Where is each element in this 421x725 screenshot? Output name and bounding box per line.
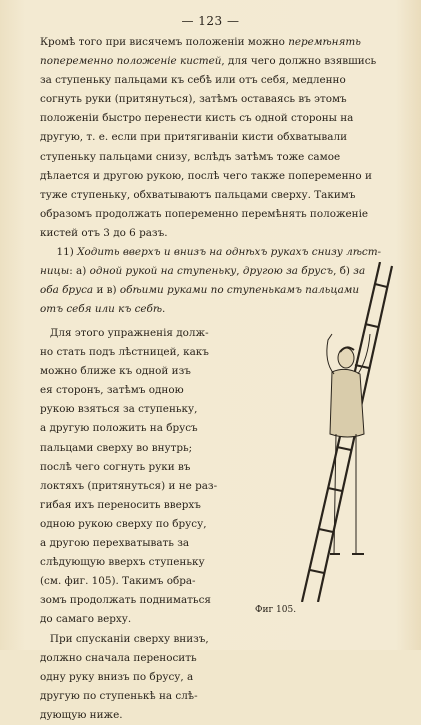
text-run: послѣ чего согнуть руки въ [40,460,191,473]
italic-text: отъ себя или къ себѣ. [40,303,166,316]
text-line [40,668,270,687]
text-run: , для чего должно взявшись [221,55,377,68]
text-run: согнуть руки (притянуться), затѣмъ оставаясь въ этомъ [40,93,347,106]
text-line [40,109,388,128]
italic-text: Ходить вверхъ и внизъ на однѣхъ рукахъ снизу лѣст- [77,246,382,258]
text-line [40,148,388,167]
text-run: , [236,265,243,278]
text-run: зомъ продолжать подниматься [40,594,211,607]
text-line [40,343,270,362]
italic-text: оба бруса [40,284,94,297]
text-line [40,167,388,186]
text-line [40,205,388,224]
page-number: — 123 — [181,14,240,28]
text-line [40,515,270,534]
text-run: , б) [333,265,354,278]
italic-text: ницы [40,265,70,278]
italic-text: одной рукой на ступеньку [89,265,237,278]
text-run: Кромѣ того при висячемъ положеніи можно [40,36,289,48]
text-line [40,381,270,400]
text-run: локтяхъ (притянуться) и не раз- [40,479,218,492]
text-run: а другою перехватывать за [40,537,190,550]
paragraph-1 [40,33,388,243]
text-run: гибая ихъ переносить вверхъ [40,498,201,511]
text-line [40,477,270,496]
text-line [40,687,270,706]
text-line [40,458,270,477]
text-run: можно ближе къ одной изъ [40,365,191,378]
text-run: дѣлается и другою рукою, послѣ чего также попеременно и [40,169,372,182]
text-line [40,400,270,419]
text-line [40,439,270,458]
text-run: но стать подъ лѣстницей, какъ [40,346,209,359]
text-run: одною рукою сверху по брусу, [40,517,207,530]
text-run: другую по ступенькѣ на слѣ- [40,689,198,702]
italic-text: за [353,265,366,278]
text-line [40,362,270,381]
text-line [40,324,270,343]
italic-text: перемѣнять [288,36,361,48]
text-run: должно сначала переносить [40,651,197,664]
text-run: 11) [40,246,78,258]
text-line [40,572,270,591]
text-line [40,128,388,147]
text-line [40,33,388,52]
text-line [40,52,388,71]
text-run: другую, т. е. если при притягиваніи кисти обхватывали [40,131,348,144]
text-run: слѣдующую вверхъ ступеньку [40,556,205,569]
text-run: ея сторонъ, затѣмъ одною [40,384,184,397]
text-run: одну руку внизъ по брусу, а [40,670,194,683]
italic-text: обѣими руками по ступенькамъ пальцами [119,284,360,297]
text-line [40,496,270,515]
text-line [40,90,388,109]
text-line [40,706,270,725]
text-run: положеніи быстро перенести кисть съ одной стороны на [40,112,354,125]
text-line [40,649,270,668]
text-line [40,591,270,610]
text-run: образомъ продолжать попеременно перемѣнять положеніе [40,207,369,220]
text-run: пальцами сверху во внутрь; [40,441,193,454]
text-line [40,224,388,243]
text-run: а другую положить на брусъ [40,422,198,435]
text-run: : а) [69,265,90,278]
paragraph-3 [40,324,270,725]
text-line [40,610,270,629]
text-line [40,419,270,438]
text-run: Для этого упражненія долж- [40,327,209,339]
text-line [40,630,270,649]
text-run: дующую ниже. [40,708,123,721]
italic-text: другою за брусъ [242,265,334,278]
ladder-figure-illustration [262,262,402,602]
italic-text: попеременно положеніе кистей [40,55,222,68]
text-line [40,534,270,553]
text-run: (см. фиг. 105). Такимъ обра- [40,575,196,588]
text-line [40,553,270,572]
text-run: за ступеньку пальцами къ себѣ или отъ себя, медленно [40,74,346,87]
text-line [40,243,388,262]
text-line [40,71,388,90]
text-run: и в) [93,284,120,297]
figure-caption: Фиг 105. [255,605,297,615]
text-run: до самаго верху. [40,613,132,626]
text-run: туже ступеньку, обхватываютъ пальцами сверху. Такимъ [40,188,356,201]
text-run: ступеньку пальцами снизу, вслѣдъ затѣмъ тоже самое [40,150,341,163]
text-run: При спусканіи сверху внизъ, [40,632,209,645]
text-run: рукою взяться за ступеньку, [40,403,198,416]
text-run: кистей отъ 3 до 6 разъ. [40,226,168,239]
text-line [40,186,388,205]
